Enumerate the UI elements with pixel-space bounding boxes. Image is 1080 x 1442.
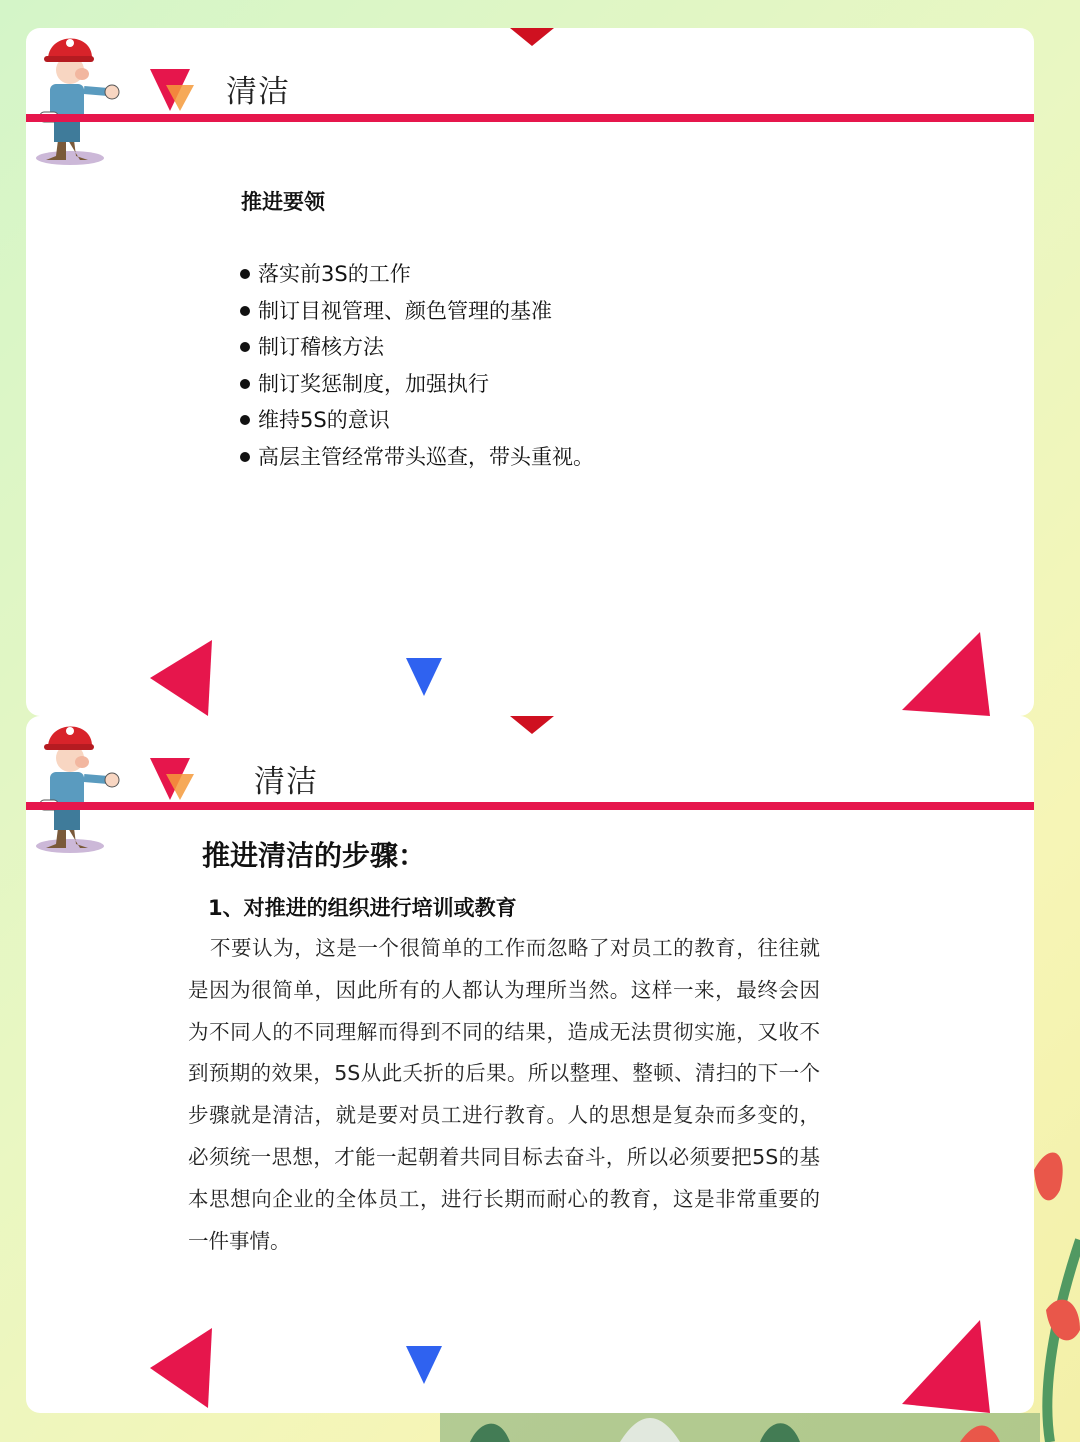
list-item-text: 制订稽核方法 [258,335,384,359]
list-item [240,293,594,330]
bottom-center-triangle-icon [406,1346,442,1386]
slide-title: 清洁 [226,74,290,110]
list-item [240,329,594,366]
bottom-right-triangle-icon [902,1320,992,1413]
list-item [240,366,594,403]
bullet-icon [240,379,250,389]
slide-2 [26,716,1034,1413]
section-subheading: 1、对推进的组织进行培训或教育 [208,896,517,920]
bullet-icon [240,306,250,316]
bullet-icon [240,452,250,462]
bullet-icon [240,269,250,279]
title-triangle-icon [150,69,194,113]
section-heading: 推进要领 [241,190,325,214]
body-paragraph: 不要认为，这是一个很简单的工作而忽略了对员工的教育，往往就是因为很简单，因此所有的人都认为理所当然。这样一来，最终会因为不同人的不同理解而得到不同的结果，造成无法贯彻实施，又收不到预期的效果，5S从此夭折的后果。所以整理、整顿、清扫的下一个步骤就是清洁，就是要对员工进行教育。人的思想是复杂而多变的，必须统一思想，才能一起朝着共同目标去奋斗，所以必须要把5S的基本思想向企业的全体员工，进行长期而耐心的教育，这是非常重要的一件事情。 [188,936,820,1253]
list-item-text: 落实前3S的工作 [258,262,411,286]
list-item [240,256,594,293]
top-center-triangle-icon [510,28,554,48]
bottom-left-triangle-icon [150,640,214,716]
title-divider [26,114,1034,122]
list-item [240,439,594,476]
list-item-text: 制订目视管理、颜色管理的基准 [258,298,552,323]
list-item-text: 制订奖惩制度，加强执行 [258,371,489,396]
bullet-icon [240,415,250,425]
list-item [240,402,594,439]
title-triangle-icon [150,758,194,802]
worker-mascot-icon [30,28,122,168]
worker-mascot-icon [30,716,122,856]
slide-title: 清洁 [254,764,318,800]
list-item-text: 高层主管经常带头巡查，带头重视。 [258,444,594,469]
top-center-triangle-icon [510,716,554,736]
bottom-right-triangle-icon [902,632,992,716]
bullet-icon [240,342,250,352]
title-divider [26,802,1034,810]
list-item-text: 维持5S的意识 [258,408,390,432]
bottom-center-triangle-icon [406,658,442,698]
bullet-list [240,256,594,475]
section-heading: 推进清洁的步骤： [202,839,427,872]
slide-1 [26,28,1034,716]
bottom-left-triangle-icon [150,1328,214,1408]
